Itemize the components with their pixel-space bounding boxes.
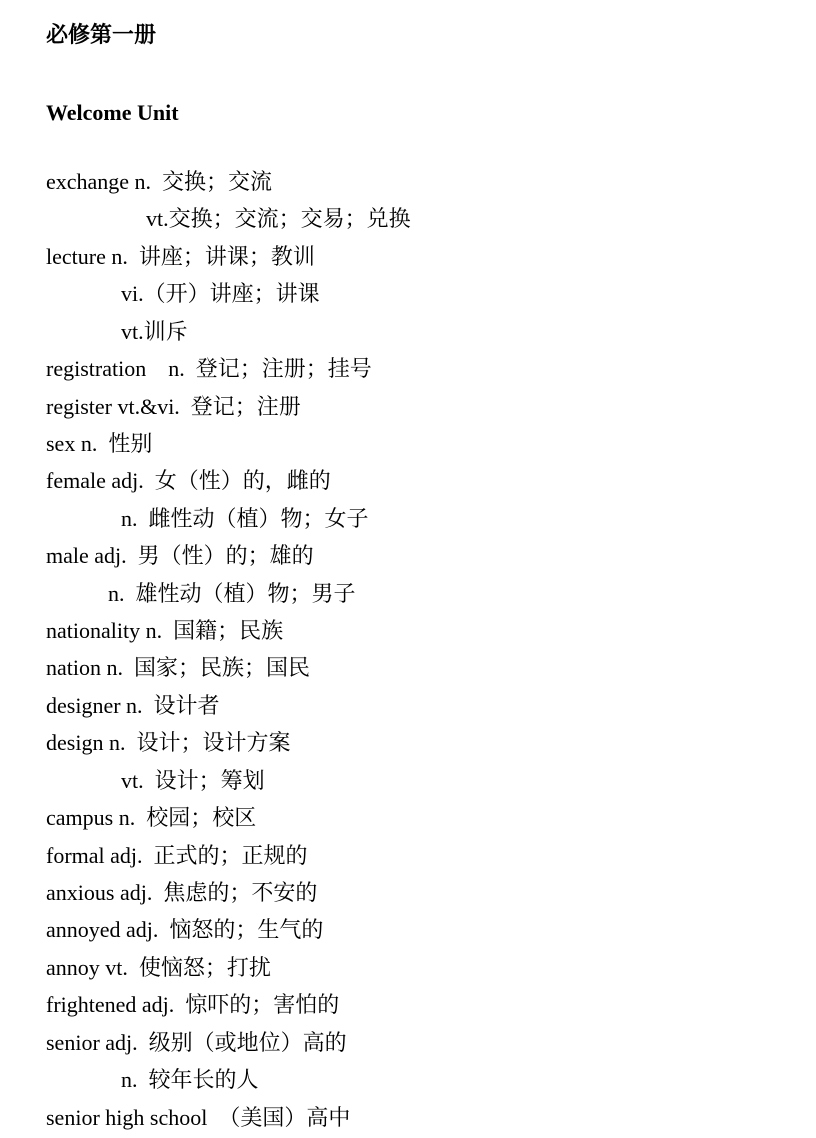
vocab-entry-subsense: n. 雌性动（植）物；女子 [121,505,369,531]
vocabulary-list [46,165,786,1138]
vocab-entry: senior adj. 级别（或地位）高的 [46,1029,347,1055]
vocab-entry: annoy vt. 使恼怒；打扰 [46,954,271,980]
vocab-entry-subsense: n. 雄性动（植）物；男子 [108,580,356,606]
book-title: 必修第一册 [46,22,157,47]
vocab-entry: nation n. 国家；民族；国民 [46,655,310,681]
vocab-entry: frightened adj. 惊吓的；害怕的 [46,992,340,1018]
vocab-entry: designer n. 设计者 [46,692,220,718]
vocab-entry: design n. 设计；设计方案 [46,730,291,756]
vocab-entry: sex n. 性别 [46,430,153,456]
vocab-entry: exchange n. 交换；交流 [46,169,273,194]
vocab-entry: nationality n. 国籍；民族 [46,618,284,644]
vocab-entry: formal adj. 正式的；正规的 [46,842,308,868]
vocab-entry: lecture n. 讲座；讲课；教训 [46,243,315,269]
vocab-entry: anxious adj. 焦虑的；不安的 [46,880,318,906]
vocab-entry: campus n. 校园；校区 [46,805,257,831]
unit-title: Welcome Unit [46,100,179,125]
vocab-entry-subsense: vt.训斥 [121,318,188,344]
vocab-entry-subsense: vt. 设计；筹划 [121,767,265,793]
vocab-entry-subsense: vi.（开）讲座；讲课 [121,281,320,307]
vocab-entry: annoyed adj. 恼怒的；生气的 [46,917,324,943]
vocab-entry: senior high school （美国）高中 [46,1104,351,1130]
vocab-entry-subsense: n. 较年长的人 [121,1067,259,1093]
vocab-entry: register vt.&vi. 登记；注册 [46,393,301,419]
vocab-entry: registration n. 登记；注册；挂号 [46,356,372,382]
vocab-entry-subsense: vt.交换；交流；交易；兑换 [146,206,411,232]
vocab-entry: female adj. 女（性）的，雌的 [46,468,331,494]
vocab-entry: male adj. 男（性）的；雄的 [46,543,314,569]
